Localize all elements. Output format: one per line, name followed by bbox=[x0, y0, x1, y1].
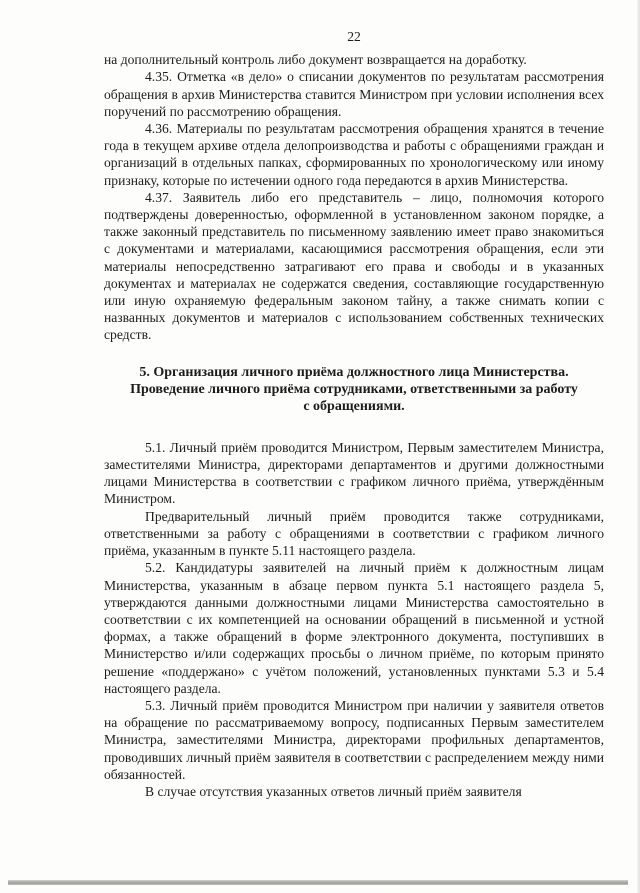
document-page bbox=[104, 28, 604, 800]
section-heading-line: с обращениями. bbox=[303, 399, 405, 415]
paragraph-4-35: 4.35. Отметка «в дело» о списании документов по результатам рассмотрения обращения в архив Министерства ставится Министром при условии исполнения всех поручений по рассмотрению обращения. bbox=[104, 69, 604, 119]
paragraph-5-2: 5.2. Кандидатуры заявителей на личный приём к должностным лицам Министерства, указанным в абзаце первом пункта 5.1 настоящего раздела 5, утверждаются данными должностными лицами Министерства самостоятельно в соответствии с их компетенцией на основании обращений в письменной и устной формах, а также обращений в форме электронного документа, поступивших в Министерство и/или содержащих просьбы о личном приёме, по которым принято решение «поддержано» с учётом положений, установленных пунктами 5.3 и 5.4 настоящего раздела. bbox=[104, 560, 604, 696]
paragraph-5-3: 5.3. Личный приём проводится Министром при наличии у заявителя ответов на обращение по рассматриваемому вопросу, подписанных Первым заместителем Министра, заместителями Министра, директорами профильных департаментов, проводивших личный приём заявителя в соответствии с распределением между ними обязанностей. bbox=[104, 697, 604, 782]
paragraph-4-37: 4.37. Заявитель либо его представитель – лицо, полномочия которого подтверждены доверенностью, оформленной в установленном законом порядке, а также законный представитель по письменному заявлению имеет право знакомиться с документами и материалами, касающимися рассмотрения обращения, если эти материалы непосредственно затрагивают его права и свободы и в указанных документах и материалах не содержатся сведения, составляющие государственную или иную охраняемую федеральным законом тайну, а также снимать копии с названных документов и материалов с использованием собственных технических средств. bbox=[104, 189, 604, 343]
paragraph-preliminary-reception: Предварительный личный приём проводится также сотрудниками, ответственными за работу с обращениями в соответствии с графиком личного приёма, указанным в пункте 5.11 настоящего раздела. bbox=[104, 508, 604, 559]
paragraph-4-36: 4.36. Материалы по результатам рассмотрения обращения хранятся в течение года в текущем архиве отдела делопроизводства и работы с обращениями граждан и организаций в отдельных папках, сформированных по хронологическому или иному признаку, которые по истечении одного года передаются в архив Министерства. bbox=[104, 121, 604, 188]
scan-bottom-edge bbox=[8, 880, 628, 885]
paragraph-5-1: 5.1. Личный приём проводится Министром, Первым заместителем Министра, заместителями Министра, директорами департаментов и другими должностными лицами Министерства в соответствии с графиком личного приёма, утверждённым Министром. bbox=[104, 439, 604, 507]
section-heading-line: Проведение личного приёма сотрудниками, ответственными за работу bbox=[130, 382, 578, 398]
paragraph-continuation: на дополнительный контроль либо документ возвращается на доработку. bbox=[104, 52, 527, 68]
paragraph-absence-of-answers: В случае отсутствия указанных ответов личный приём заявителя bbox=[145, 783, 522, 799]
section-heading-line: 5. Организация личного приёма должностного лица Министерства. bbox=[139, 364, 569, 380]
section-5-heading bbox=[104, 364, 604, 416]
page-number: 22 bbox=[347, 29, 361, 44]
